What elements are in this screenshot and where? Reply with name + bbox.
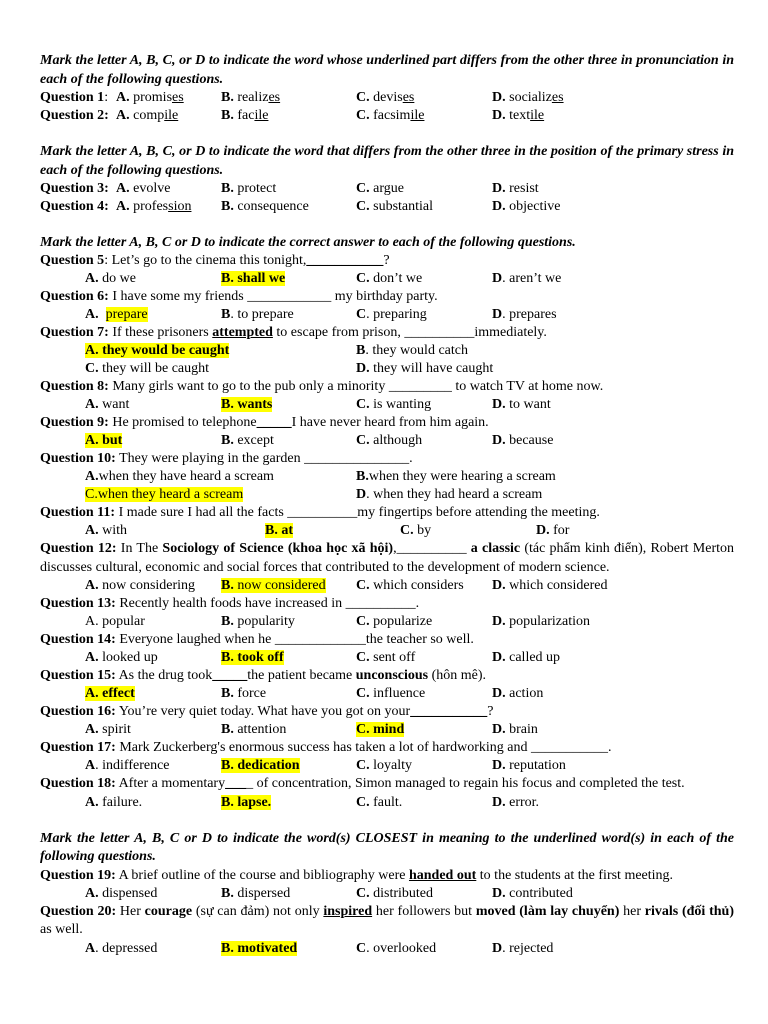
option-d: D. prepares (492, 307, 557, 322)
option-c: C. facsimile (356, 108, 425, 123)
option-c: C. substantial (356, 199, 434, 214)
option-b: B. took off (221, 650, 284, 665)
question-8-options (40, 396, 734, 414)
option-a: A. depressed (85, 940, 158, 956)
question-9: Question 9: He promised to telephone_____I have never heard from him again. (40, 415, 489, 430)
option-c: C. mind (356, 722, 405, 737)
question-19-options (40, 885, 734, 903)
question-14: Question 14: Everyone laughed when he _____________the teacher so well. (40, 632, 474, 647)
option-b: B. consequence (221, 199, 309, 214)
question-6: Question 6: I have some my friends ____________ my birthday party. (40, 289, 438, 304)
option-b: B. except (221, 433, 274, 448)
option-d: D. action (492, 686, 544, 701)
question-20: Question 20: Her courage (sự can đảm) not only inspired her followers but moved (làm lay chuyển) her rivals (đối thủ) as well. (40, 903, 734, 937)
option-b: B. realizes (221, 90, 281, 105)
option-a: A. looked up (85, 650, 158, 665)
option-a: A. want (85, 397, 130, 412)
option-b: B. at (265, 523, 293, 538)
option-c: C. although (356, 433, 423, 448)
question-3: Question 3: A. evolve B. protect C. argue D. resist (40, 181, 539, 196)
option-d: D. textile (492, 108, 545, 123)
question-label: Question 1 (40, 90, 105, 105)
option-d: D. aren’t we (492, 271, 562, 286)
option-d: D. popularization (492, 614, 590, 629)
option-c: C. overlooked (356, 940, 437, 956)
option-a: A. do we (85, 271, 136, 286)
question-10: Question 10: They were playing in the garden _______________. (40, 451, 413, 466)
question-17: Question 17: Mark Zuckerberg's enormous success has taken a lot of hardworking and ___________. (40, 740, 612, 755)
section-2-instruction: Mark the letter A, B, C, or D to indicate the word that differs from the other three in the position of the primary stress in each of the following questions. (40, 144, 734, 178)
option-b: B. attention (221, 722, 287, 737)
option-d: D. resist (492, 181, 539, 196)
question-label: Question 2: (40, 108, 109, 123)
question-20-options (40, 940, 734, 958)
option-a: A. spirit (85, 722, 131, 737)
question-7: Question 7: If these prisoners attempted to escape from prison, __________immediately. (40, 325, 547, 340)
option-a: A. failure. (85, 794, 143, 810)
option-b: B. they would catch (356, 343, 468, 358)
option-a: A. dispensed (85, 885, 158, 901)
option-b: B. shall we (221, 271, 286, 286)
question-15: Question 15: As the drug took_____the patient became unconscious (hôn mê). (40, 668, 487, 683)
option-b: B. lapse. (221, 794, 272, 810)
question-4: Question 4: A. profession B. consequence C. substantial D. objective (40, 199, 561, 214)
question-15-options (40, 685, 734, 703)
question-13-options (40, 613, 734, 631)
section-1-instruction: Mark the letter A, B, C, or D to indicate the word whose underlined part differs from the other three in pronunciation in each of the following questions. (40, 53, 734, 87)
question-12: Question 12: In The Sociology of Science (khoa học xã hội),__________ a classic (tác phẩm kinh điển), Robert Merton discusses cultural, economic and social forces that contributed to the development of modern science. (40, 541, 734, 575)
option-b: B. protect (221, 181, 277, 196)
option-b: B. force (221, 686, 267, 701)
question-5: Question 5: Let’s go to the cinema this tonight,___________? (40, 253, 390, 268)
option-a: A. effect (85, 686, 135, 701)
option-b: B. dispersed (221, 885, 291, 901)
option-d: D. objective (492, 199, 561, 214)
question-5-options (40, 270, 734, 288)
question-12-options (40, 577, 734, 595)
option-c: C.when they heard a scream (85, 487, 244, 502)
option-a: A. they would be caught (85, 343, 230, 358)
question-16-options (40, 721, 734, 739)
option-d: D. to want (492, 397, 551, 412)
question-17-options (40, 757, 734, 775)
option-a: A. now considering (85, 578, 196, 593)
question-2 (40, 107, 734, 125)
option-d: D. error. (492, 794, 540, 810)
option-a: A. indifference (85, 758, 170, 773)
question-1: Question 1: A. promises B. realizes C. devises D. socializes (40, 90, 564, 105)
option-a: A. promises (116, 90, 184, 105)
option-c: C. influence (356, 686, 426, 701)
option-d: D. for (536, 523, 570, 538)
option-a: A. profession (116, 199, 192, 214)
question-11-options (40, 522, 734, 540)
option-a: A. evolve (116, 181, 171, 196)
option-b: B. facile (221, 108, 269, 123)
question-9-options (40, 432, 734, 450)
option-c: C. devises (356, 90, 415, 105)
option-c: C. they will be caught (85, 361, 210, 376)
option-c: C. don’t we (356, 271, 423, 286)
option-c: C. distributed (356, 885, 434, 901)
option-c: C. loyalty (356, 758, 413, 773)
option-b: B. popularity (221, 614, 295, 629)
question-13: Question 13: Recently health foods have increased in __________. (40, 596, 420, 611)
option-a: A. compile (116, 108, 179, 123)
question-11: Question 11: I made sure I had all the facts __________my fingertips before attending the meeting. (40, 505, 600, 520)
option-a: A.when they have heard a scream (85, 469, 274, 484)
option-a: A. popular (85, 614, 145, 629)
option-b: B. dedication (221, 758, 300, 773)
option-a: A. but (85, 433, 123, 448)
option-d: D. reputation (492, 758, 566, 773)
option-b: B. now considered (221, 578, 326, 593)
question-8: Question 8: Many girls want to go to the pub only a minority _________ to watch TV at home now. (40, 379, 604, 394)
option-c: C. by (400, 523, 432, 538)
option-d: D. they will have caught (356, 361, 494, 376)
option-d: D. called up (492, 650, 561, 665)
option-c: C. preparing (356, 307, 427, 322)
option-b: B. wants (221, 397, 273, 412)
option-c: C. argue (356, 181, 404, 196)
option-d: D. when they had heard a scream (356, 487, 543, 502)
question-18: Question 18: After a momentary____ of concentration, Simon managed to regain his focus and completed the test. (40, 776, 685, 791)
question-10-options-ab (40, 468, 734, 486)
section-4-instruction: Mark the letter A, B, C or D to indicate the word(s) CLOSEST in meaning to the underlined word(s) in each of the following questions. (40, 830, 734, 864)
section-3-instruction: Mark the letter A, B, C or D to indicate the correct answer to each of the following questions. (40, 235, 576, 250)
option-a: A. with (85, 523, 128, 538)
question-10-options-cd (40, 486, 734, 504)
option-d: D. brain (492, 722, 538, 737)
option-d: D. socializes (492, 90, 564, 105)
question-7-options-cd (40, 360, 734, 378)
option-d: D. contributed (492, 885, 573, 901)
document-page (40, 52, 734, 958)
option-b: B. to prepare (221, 307, 294, 322)
option-c: C. popularize (356, 614, 433, 629)
option-c: C. sent off (356, 650, 416, 665)
option-c: C. which considers (356, 578, 464, 593)
option-b: B.when they were hearing a scream (356, 469, 556, 484)
option-d: D. which considered (492, 578, 608, 593)
option-b: B. motivated (221, 940, 298, 956)
question-6-options (40, 306, 734, 324)
question-16: Question 16: You’re very quiet today. What have you got on your___________? (40, 704, 494, 719)
option-d: D. because (492, 433, 554, 448)
option-c: C. fault. (356, 794, 403, 810)
option-c: C. is wanting (356, 397, 432, 412)
question-7-options-ab (40, 342, 734, 360)
question-19: Question 19: A brief outline of the course and bibliography were handed out to the students at the first meeting. (40, 867, 674, 883)
option-d: D. rejected (492, 940, 554, 956)
question-18-options (40, 794, 734, 812)
question-14-options (40, 649, 734, 667)
option-a: A. prepare (85, 307, 148, 322)
